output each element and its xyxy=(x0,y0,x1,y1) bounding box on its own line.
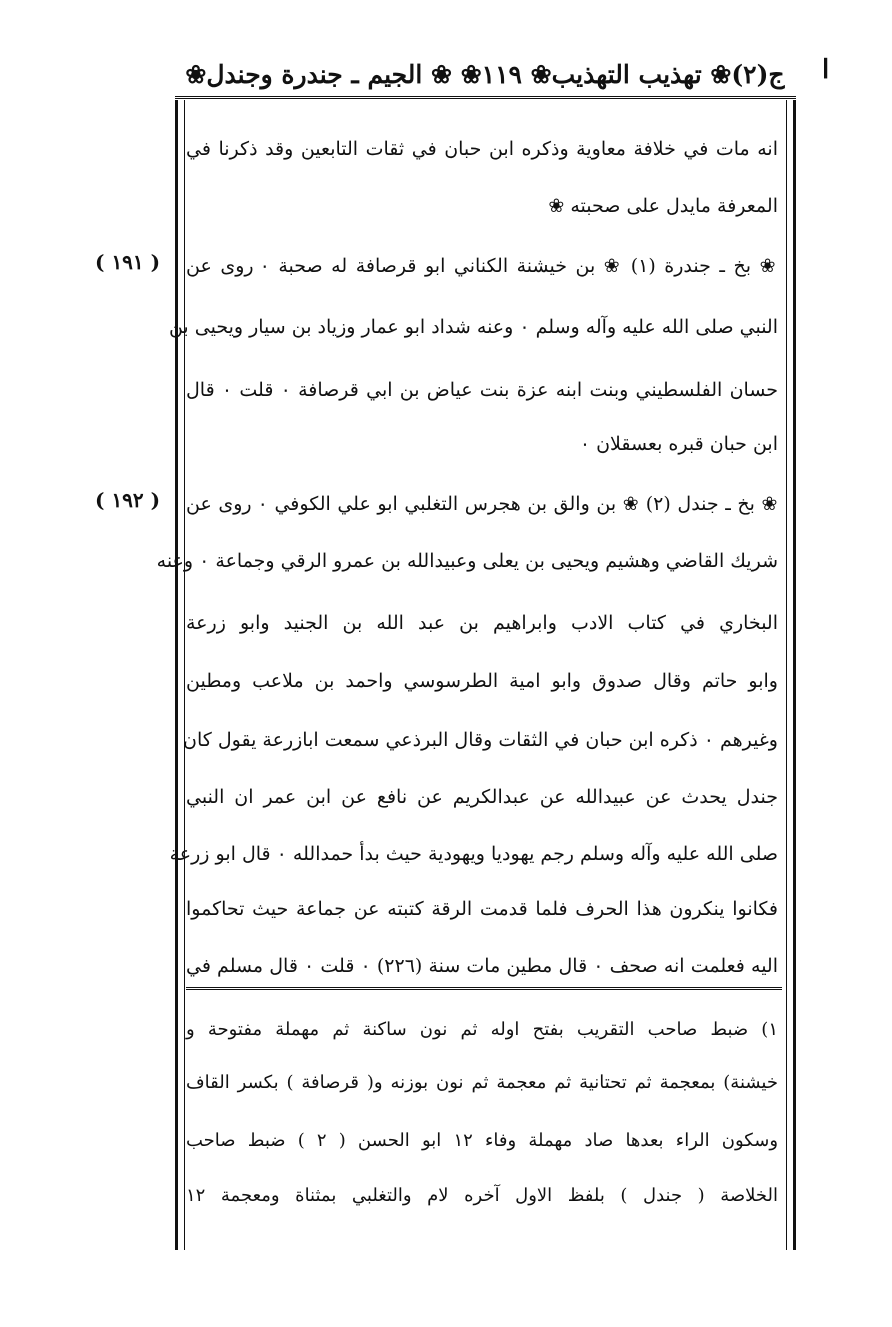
body-line: صلى الله عليه وآله وسلم رجم يهوديا ويهودية حيث بدأ حمدالله ٠ قال ابو زرعة xyxy=(169,843,778,865)
entry-number: ( ١٩٢ ) xyxy=(95,488,161,512)
body-line: المعرفة مايدل على صحبته ❀ xyxy=(548,195,778,217)
entry-heading-line: ❀ بخ ـ جندل (٢) ❀ بن والق بن هجرس التغلبي ابو علي الكوفي ٠ روى عن xyxy=(186,493,779,515)
body-line: فكانوا ينكرون هذا الحرف فلما قدمت الرقة كتبته عن جماعة حيث تحاكموا xyxy=(186,898,778,920)
body-line: حسان الفلسطيني وبنت ابنه عزة بنت عياض بن ابي قرصافة ٠ قلت ٠ قال xyxy=(186,379,779,401)
body-line: شريك القاضي وهشيم ويحيى بن يعلى وعبيدالله بن عمرو الرقي وجماعة ٠ وعنه xyxy=(156,550,778,572)
body-line: انه مات في خلافة معاوية وذكره ابن حبان في ثقات التابعين وقد ذكرنا في xyxy=(186,138,778,160)
header-rule xyxy=(175,96,796,99)
body-line: وغيرهم ٠ ذكره ابن حبان في الثقات وقال البرذعي سمعت ابازرعة يقول كان xyxy=(183,729,778,751)
entry-heading-line: ❀ بخ ـ جندرة (١) ❀ بن خيشنة الكناني ابو قرصافة له صحبة ٠ روى عن xyxy=(186,255,778,277)
entry-number: ( ١٩١ ) xyxy=(95,250,161,274)
body-line: النبي صلى الله عليه وآله وسلم ٠ وعنه شداد ابو عمار وزياد بن سيار ويحيى بن xyxy=(168,316,778,338)
page-mark: ا xyxy=(822,55,830,85)
body-line: اليه فعلمت انه صحف ٠ قال مطين مات سنة (٢٢٦) ٠ قلت ٠ قال مسلم في xyxy=(186,955,778,977)
running-header: ج(٢)❀ تهذيب التهذيب❀ ١١٩❀ ❀ الجيم ـ جندرة وجندل❀ xyxy=(185,60,785,89)
footnote-line: ١) ضبط صاحب التقريب بفتح اوله ثم نون ساكنة ثم مهملة مفتوحة و xyxy=(186,1019,778,1040)
footnote-line: خيشنة) بمعجمة ثم تحتانية ثم معجمة ثم نون بوزنه و( قرصافة ) بكسر القاف xyxy=(186,1072,778,1093)
body-line: البخاري في كتاب الادب وابراهيم بن عبد الله بن الجنيد وابو زرعة xyxy=(186,612,778,634)
body-line: وابو حاتم وقال صدوق وابو امية الطرسوسي واحمد بن ملاعب ومطين xyxy=(186,670,778,692)
footnote-line: وسكون الراء بعدها صاد مهملة وفاء ١٢ ابو الحسن ( ٢ ) ضبط صاحب xyxy=(186,1130,779,1151)
body-line: جندل يحدث عن عبيدالله عن عبدالكريم عن نافع عن ابن عمر ان النبي xyxy=(186,786,778,808)
footnote-rule xyxy=(186,987,782,990)
body-line: ابن حبان قبره بعسقلان ٠ xyxy=(579,433,778,455)
footnote-line: الخلاصة ( جندل ) بلفظ الاول آخره لام والتغلبي بمثناة ومعجمة ١٢ xyxy=(186,1185,778,1206)
